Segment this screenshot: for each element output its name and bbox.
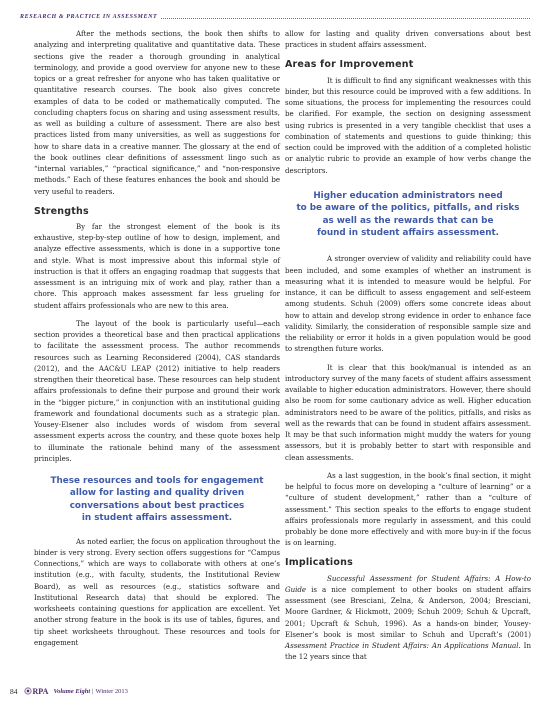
- header-dotted-rule: [161, 18, 530, 19]
- paragraph: By far the strongest element of the book is its exhaustive, step-by-step outline of how to design, implement, and analyze effective assessments, which is done in a supportive tone and style. What is most impressive about this informal style of instruction is that it offers an engaging roadmap that suggests that assessment is an intriguing mix of work and play, rather than a chore. This approach makes assessment far less grueling for student affairs professionals who are new to this area.: [34, 221, 280, 310]
- pull-quote: [34, 475, 280, 525]
- section-heading-implications: Implications: [285, 556, 353, 568]
- rpa-logo-icon: [24, 683, 50, 699]
- book-title: Assessment Practice in Student Affairs: An Applications Manual: [285, 641, 519, 651]
- paragraph: A stronger overview of validity and reliability could have been included, and some examples of whether an instrument is measuring what it is intended to measure would be helpful. For instance, it can be difficult to assess engagement and self-esteem among students. Schuh (2009) offers some concrete ideas about how to attain and develop strong evidence in order to enhance face validity. Similarly, the consideration of responsible sample size and the reliability or error it holds in a given population would be good to strengthen future works.: [285, 254, 531, 354]
- pull-quote-line: allow for lasting and quality driven: [69, 488, 245, 499]
- paragraph-text: . In the 12 years since that: [285, 641, 531, 662]
- left-column: [34, 26, 280, 648]
- section-heading-areas-for-improvement: Areas for Improvement: [285, 58, 414, 70]
- journal-issue: Winter 2013: [95, 687, 128, 695]
- paragraph-text: is a nice complement to other books on student affairs assessment (see Bresciani, Zelna, & Anderson, 2004; Bresciani, Moore Gardner, & Hickmott, 2009; Schuh 2009; Schuh & Upcraft, 2001; Upcraft & Schuh, 1996). As a hands-on binder, Yousey-Elsener’s book is most similar to Schuh and Upcraft’s (2001): [285, 584, 531, 639]
- journal-header-label: RESEARCH & PRACTICE IN ASSESSMENT: [20, 14, 158, 20]
- paragraph: After the methods sections, the book then shifts to analyzing and interpreting qualitative and quantitative data. These sections give the reader a thorough grounding in analytical terminology, and provide a good overview for anyone new to these topics or a great refresher for anyone who has taken qualitative or quantitative research courses. The book also gives concrete examples of data to be coded or mathematically computed. The concluding chapters focus on sharing and using assessment results, as well as building a culture of assessment. There are also best practices listed from many universities, as well as suggestions for how to share data in a creative manner. The glossary at the end of the book outlines clear definitions of assessment lingo such as “internal variables,” “practical significance,” and “non-responsive methods.” Each of these features enhances the book and should be very useful to readers.: [34, 29, 280, 196]
- footer-separator: |: [92, 687, 94, 695]
- pull-quote-line: to be aware of the politics, pitfalls, and risks: [296, 203, 520, 214]
- paragraph: It is clear that this book/manual is intended as an introductory survey of the many facets of student affairs assessment available to higher education administrators. However, there should also be room for some cautionary advice as well. Higher education administrators need to be aware of the politics, pitfalls, and risks as well as the rewards that can be found in student affairs assessment. It may be that such information might muddy the waters for young assessors, but it is probably better to start with responsible and clean assessments.: [285, 362, 531, 462]
- paragraph: As noted earlier, the focus on application throughout the binder is very strong. Every section offers suggestions for “Campus Connections,” which are ways to collaborate with others at one’s institution (e.g., with faculty, students, the Institutional Review Board), as well as resources (e.g., statistics software and Institutional Research data) that should be explored. The worksheets containing questions for application are excellent. Yet another strong feature in the book is its use of tables, figures, and tip sheet worksheets throughout. These resources and tools for engagement: [34, 536, 280, 647]
- pull-quote-line: as well as the rewards that can be: [322, 215, 494, 226]
- book-title: Successful Assessment for Student Affairs: A How-to Guide: [285, 573, 531, 594]
- paragraph: [285, 573, 531, 663]
- pull-quote-line: conversations about best practices: [69, 500, 245, 511]
- pull-quote: [285, 190, 531, 240]
- page-footer: [10, 682, 128, 700]
- running-header: [20, 10, 530, 24]
- pull-quote-line: found in student affairs assessment.: [316, 227, 500, 238]
- page-number: 84: [10, 686, 18, 696]
- pull-quote-line: in student affairs assessment.: [81, 513, 233, 524]
- pull-quote-line: These resources and tools for engagement: [50, 476, 264, 486]
- paragraph: As a last suggestion, in the book’s final section, it might be helpful to focus more on developing a “culture of learning” or a “culture of student development,” rather than a “culture of assessment.” This section speaks to the efforts to engage student affairs professionals more regularly in assessment, and this could probably be done more effectively and with more buy-in if the focus is on learning.: [285, 470, 531, 548]
- right-column: [285, 26, 531, 663]
- section-heading-strengths: Strengths: [34, 205, 89, 217]
- paragraph: allow for lasting and quality driven conversations about best practices in student affairs assessment.: [285, 29, 531, 50]
- paragraph: The layout of the book is particularly useful—each section provides a theoretical base and then practical applications to facilitate the assessment process. The author recommends resources such as Learning Reconsidered (2004), CAS standards (2012), and the AAC&U LEAP (2012) initiative to help readers strengthen their theoretical base. These resources can help student affairs professionals to define their purpose and ground their work in the “bigger picture,” in conjunction with an institutional guiding framework and foundational documents such as a strategic plan. Yousey-Elsener also includes words of wisdom from several assessment experts across the country, and these quote boxes help to illuminate the rationale behind many of the assessment principles.: [34, 318, 280, 463]
- logo-text: RPA: [32, 687, 48, 696]
- journal-volume: Volume Eight: [53, 687, 91, 695]
- paragraph: It is difficult to find any significant weaknesses with this binder, but this resource could be improved with a few additions. In some situations, the process for implementing the resources could be clarified. For example, the section on designing assessment using rubrics is presented in a very tangible checklist that uses a combination of statements and questions to guide thinking; this section could be improved with the addition of a completed holistic or analytic rubric to provide an example of how verbs change the descriptors.: [285, 75, 531, 175]
- pull-quote-line: Higher education administrators need: [313, 190, 503, 201]
